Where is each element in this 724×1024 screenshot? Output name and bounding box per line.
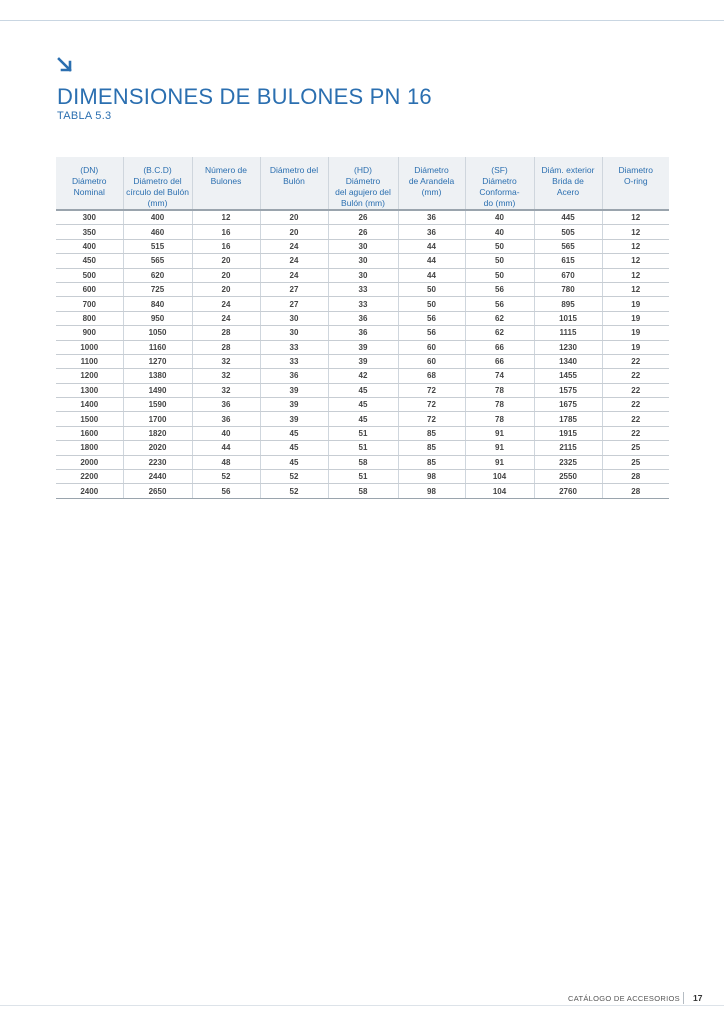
table-cell: 20 xyxy=(192,282,260,296)
table-row xyxy=(56,225,669,239)
table-cell: 45 xyxy=(328,383,398,397)
table-cell: 52 xyxy=(192,470,260,484)
table-cell: 60 xyxy=(398,340,465,354)
table-cell: 51 xyxy=(328,470,398,484)
table-row xyxy=(56,426,669,440)
table-cell: 2200 xyxy=(56,470,123,484)
column-header-line: Diámetro del xyxy=(133,176,182,186)
table-cell: 50 xyxy=(465,239,534,253)
table-cell: 2000 xyxy=(56,455,123,469)
table-cell: 39 xyxy=(260,383,328,397)
table-cell: 24 xyxy=(260,254,328,268)
table-cell: 1300 xyxy=(56,383,123,397)
column-header-line: Diámetro xyxy=(482,176,517,186)
column-header-line: del agujero del xyxy=(335,187,391,197)
table-cell: 39 xyxy=(260,412,328,426)
table-cell: 400 xyxy=(123,210,192,225)
table-cell: 20 xyxy=(260,225,328,239)
table-cell: 72 xyxy=(398,398,465,412)
table-cell: 30 xyxy=(260,311,328,325)
table-cell: 52 xyxy=(260,470,328,484)
column-header-line: Diámetro xyxy=(345,176,381,186)
table-cell: 450 xyxy=(56,254,123,268)
table-cell: 48 xyxy=(192,455,260,469)
table-row xyxy=(56,441,669,455)
table-cell: 44 xyxy=(192,441,260,455)
table-cell: 350 xyxy=(56,225,123,239)
column-header-line: Nominal xyxy=(73,187,105,197)
table-row xyxy=(56,268,669,282)
table-cell: 12 xyxy=(192,210,260,225)
table-cell: 24 xyxy=(192,297,260,311)
column-header xyxy=(56,157,123,210)
table-cell: 45 xyxy=(328,412,398,426)
column-header-line: (SF) xyxy=(491,165,508,175)
table-cell: 19 xyxy=(602,311,669,325)
column-header-line: Diámetro del xyxy=(269,165,319,175)
table-cell: 85 xyxy=(398,426,465,440)
table-cell: 45 xyxy=(260,441,328,455)
column-header xyxy=(534,157,602,210)
top-rule xyxy=(0,20,724,21)
column-header-line: Diámetro xyxy=(414,165,449,175)
table-cell: 1115 xyxy=(534,326,602,340)
table-cell: 32 xyxy=(192,369,260,383)
table-cell: 28 xyxy=(192,326,260,340)
table-cell: 12 xyxy=(602,210,669,225)
footer-separator xyxy=(683,992,684,1004)
column-header-line: Bulones xyxy=(210,176,242,186)
table-cell: 78 xyxy=(465,383,534,397)
column-header-line: Bulón (mm) xyxy=(341,198,385,208)
table-cell: 505 xyxy=(534,225,602,239)
table-cell: 1400 xyxy=(56,398,123,412)
table-cell: 33 xyxy=(260,340,328,354)
table-cell: 460 xyxy=(123,225,192,239)
table-row xyxy=(56,398,669,412)
table-cell: 19 xyxy=(602,340,669,354)
table-cell: 16 xyxy=(192,225,260,239)
table-header-row xyxy=(56,157,669,210)
table-cell: 950 xyxy=(123,311,192,325)
table-cell: 98 xyxy=(398,484,465,498)
table-cell: 28 xyxy=(192,340,260,354)
table-cell: 58 xyxy=(328,484,398,498)
table-cell: 74 xyxy=(465,369,534,383)
table-cell: 1230 xyxy=(534,340,602,354)
footer-rule xyxy=(0,1005,724,1006)
table-cell: 40 xyxy=(465,210,534,225)
table-cell: 2650 xyxy=(123,484,192,498)
column-header-line: Acero xyxy=(556,187,580,197)
table-cell: 36 xyxy=(328,326,398,340)
table-cell: 25 xyxy=(602,455,669,469)
table-cell: 1915 xyxy=(534,426,602,440)
table-cell: 104 xyxy=(465,484,534,498)
table-cell: 62 xyxy=(465,311,534,325)
table-cell: 895 xyxy=(534,297,602,311)
table-cell: 44 xyxy=(398,239,465,253)
column-header-line: Diám. exterior xyxy=(541,165,595,175)
table-row xyxy=(56,383,669,397)
column-header-line: (mm) xyxy=(147,198,168,208)
table-cell: 12 xyxy=(602,239,669,253)
table-cell: 22 xyxy=(602,398,669,412)
table-cell: 58 xyxy=(328,455,398,469)
table-row xyxy=(56,354,669,368)
table-cell: 800 xyxy=(56,311,123,325)
table-cell: 22 xyxy=(602,426,669,440)
table-cell: 1490 xyxy=(123,383,192,397)
table-cell: 33 xyxy=(328,282,398,296)
column-header-line: (mm) xyxy=(421,187,442,197)
table-cell: 40 xyxy=(192,426,260,440)
table-cell: 620 xyxy=(123,268,192,282)
table-cell: 45 xyxy=(260,426,328,440)
table-cell: 62 xyxy=(465,326,534,340)
column-header-line: Número de xyxy=(204,165,248,175)
table-cell: 19 xyxy=(602,297,669,311)
table-cell: 45 xyxy=(260,455,328,469)
table-cell: 20 xyxy=(260,210,328,225)
table-cell: 2020 xyxy=(123,441,192,455)
bolt-dimensions-table xyxy=(56,157,669,499)
table-cell: 28 xyxy=(602,470,669,484)
table-cell: 30 xyxy=(260,326,328,340)
table-cell: 27 xyxy=(260,297,328,311)
table-cell: 68 xyxy=(398,369,465,383)
table-cell: 26 xyxy=(328,225,398,239)
column-header-line: (B.C.D) xyxy=(143,165,172,175)
table-cell: 22 xyxy=(602,383,669,397)
table-cell: 1100 xyxy=(56,354,123,368)
table-cell: 780 xyxy=(534,282,602,296)
table-cell: 22 xyxy=(602,354,669,368)
table-cell: 50 xyxy=(465,254,534,268)
table-cell: 2550 xyxy=(534,470,602,484)
column-header-line: Brida de xyxy=(552,176,584,186)
table-cell: 44 xyxy=(398,254,465,268)
footer-catalog-label: CATÁLOGO DE ACCESORIOS xyxy=(568,994,680,1003)
table-cell: 2325 xyxy=(534,455,602,469)
table-cell: 12 xyxy=(602,254,669,268)
table-cell: 840 xyxy=(123,297,192,311)
column-header-line: (HD) xyxy=(354,165,372,175)
table-cell: 615 xyxy=(534,254,602,268)
table-row xyxy=(56,282,669,296)
table-cell: 2440 xyxy=(123,470,192,484)
column-header-line: do (mm) xyxy=(483,198,516,208)
column-header xyxy=(328,157,398,210)
column-header-line: de Arandela xyxy=(408,176,455,186)
table-cell: 1820 xyxy=(123,426,192,440)
column-header-line: Conforma- xyxy=(479,187,520,197)
table-cell: 300 xyxy=(56,210,123,225)
table-cell: 1160 xyxy=(123,340,192,354)
table-cell: 56 xyxy=(192,484,260,498)
table-cell: 42 xyxy=(328,369,398,383)
column-header-line: Bulón xyxy=(283,176,305,186)
table-cell: 39 xyxy=(260,398,328,412)
table-cell: 2760 xyxy=(534,484,602,498)
table-cell: 51 xyxy=(328,426,398,440)
table-cell: 20 xyxy=(192,254,260,268)
table-cell: 32 xyxy=(192,383,260,397)
table-cell: 12 xyxy=(602,268,669,282)
table-cell: 1200 xyxy=(56,369,123,383)
table-cell: 33 xyxy=(260,354,328,368)
table-cell: 1270 xyxy=(123,354,192,368)
table-cell: 1800 xyxy=(56,441,123,455)
table-cell: 1590 xyxy=(123,398,192,412)
table-cell: 27 xyxy=(260,282,328,296)
column-header xyxy=(192,157,260,210)
table-cell: 28 xyxy=(602,484,669,498)
table-cell: 1340 xyxy=(534,354,602,368)
table-row xyxy=(56,412,669,426)
column-header-line: O-ring xyxy=(623,176,648,186)
arrow-down-right-icon xyxy=(57,57,73,73)
table-cell: 2115 xyxy=(534,441,602,455)
table-cell: 30 xyxy=(328,268,398,282)
table-row xyxy=(56,326,669,340)
table-cell: 24 xyxy=(192,311,260,325)
table-cell: 1455 xyxy=(534,369,602,383)
table-cell: 30 xyxy=(328,254,398,268)
table-cell: 500 xyxy=(56,268,123,282)
table-cell: 565 xyxy=(123,254,192,268)
table-cell: 22 xyxy=(602,412,669,426)
table-cell: 56 xyxy=(465,297,534,311)
table-row xyxy=(56,484,669,498)
table-cell: 39 xyxy=(328,340,398,354)
table-cell: 1050 xyxy=(123,326,192,340)
column-header xyxy=(123,157,192,210)
table-cell: 400 xyxy=(56,239,123,253)
table-cell: 36 xyxy=(192,412,260,426)
table-cell: 36 xyxy=(398,225,465,239)
table-cell: 33 xyxy=(328,297,398,311)
table-cell: 56 xyxy=(465,282,534,296)
page-number: 17 xyxy=(693,993,703,1003)
column-header-line: Diametro xyxy=(618,165,653,175)
column-header xyxy=(465,157,534,210)
table-row xyxy=(56,239,669,253)
table-cell: 24 xyxy=(260,268,328,282)
table-cell: 515 xyxy=(123,239,192,253)
table-row xyxy=(56,455,669,469)
table-cell: 2400 xyxy=(56,484,123,498)
table-cell: 40 xyxy=(465,225,534,239)
table-cell: 66 xyxy=(465,340,534,354)
table-cell: 700 xyxy=(56,297,123,311)
table-cell: 56 xyxy=(398,311,465,325)
table-cell: 50 xyxy=(398,282,465,296)
table-cell: 600 xyxy=(56,282,123,296)
table-cell: 50 xyxy=(465,268,534,282)
column-header-line: (DN) xyxy=(80,165,99,175)
table-cell: 50 xyxy=(398,297,465,311)
table-cell: 1015 xyxy=(534,311,602,325)
column-header xyxy=(602,157,669,210)
table-cell: 2230 xyxy=(123,455,192,469)
table-cell: 1500 xyxy=(56,412,123,426)
table-row xyxy=(56,369,669,383)
table-cell: 91 xyxy=(465,426,534,440)
table-cell: 44 xyxy=(398,268,465,282)
table-cell: 36 xyxy=(260,369,328,383)
table-cell: 78 xyxy=(465,398,534,412)
table-cell: 16 xyxy=(192,239,260,253)
table-cell: 91 xyxy=(465,441,534,455)
table-cell: 72 xyxy=(398,383,465,397)
column-header xyxy=(398,157,465,210)
table-cell: 36 xyxy=(192,398,260,412)
table-cell: 98 xyxy=(398,470,465,484)
table-cell: 66 xyxy=(465,354,534,368)
table-cell: 445 xyxy=(534,210,602,225)
table-cell: 1575 xyxy=(534,383,602,397)
table-cell: 91 xyxy=(465,455,534,469)
table-cell: 12 xyxy=(602,225,669,239)
table-cell: 56 xyxy=(398,326,465,340)
table-cell: 32 xyxy=(192,354,260,368)
table-cell: 24 xyxy=(260,239,328,253)
table-cell: 78 xyxy=(465,412,534,426)
table-cell: 900 xyxy=(56,326,123,340)
column-header-line: círculo del Bulón xyxy=(126,187,189,197)
table-row xyxy=(56,254,669,268)
table-row xyxy=(56,470,669,484)
table-cell: 565 xyxy=(534,239,602,253)
table-cell: 104 xyxy=(465,470,534,484)
table-body xyxy=(56,210,669,498)
table-row xyxy=(56,210,669,225)
table-cell: 1675 xyxy=(534,398,602,412)
table-cell: 1785 xyxy=(534,412,602,426)
table-cell: 85 xyxy=(398,441,465,455)
table-cell: 72 xyxy=(398,412,465,426)
table-cell: 1700 xyxy=(123,412,192,426)
table-cell: 19 xyxy=(602,326,669,340)
table-cell: 85 xyxy=(398,455,465,469)
table-cell: 36 xyxy=(398,210,465,225)
table-cell: 22 xyxy=(602,369,669,383)
table-cell: 670 xyxy=(534,268,602,282)
table-cell: 1000 xyxy=(56,340,123,354)
table-cell: 52 xyxy=(260,484,328,498)
table-cell: 725 xyxy=(123,282,192,296)
table-cell: 36 xyxy=(328,311,398,325)
table-row xyxy=(56,311,669,325)
table-cell: 39 xyxy=(328,354,398,368)
table-cell: 12 xyxy=(602,282,669,296)
table-cell: 26 xyxy=(328,210,398,225)
table-cell: 60 xyxy=(398,354,465,368)
page-title: DIMENSIONES DE BULONES PN 16 xyxy=(57,84,432,109)
table-cell: 20 xyxy=(192,268,260,282)
column-header-line: Diámetro xyxy=(72,176,107,186)
table-cell: 45 xyxy=(328,398,398,412)
table-cell: 1380 xyxy=(123,369,192,383)
table-row xyxy=(56,297,669,311)
table-row xyxy=(56,340,669,354)
column-header xyxy=(260,157,328,210)
table-caption: TABLA 5.3 xyxy=(57,110,112,122)
table-cell: 51 xyxy=(328,441,398,455)
table-cell: 25 xyxy=(602,441,669,455)
table-cell: 30 xyxy=(328,239,398,253)
table-cell: 1600 xyxy=(56,426,123,440)
